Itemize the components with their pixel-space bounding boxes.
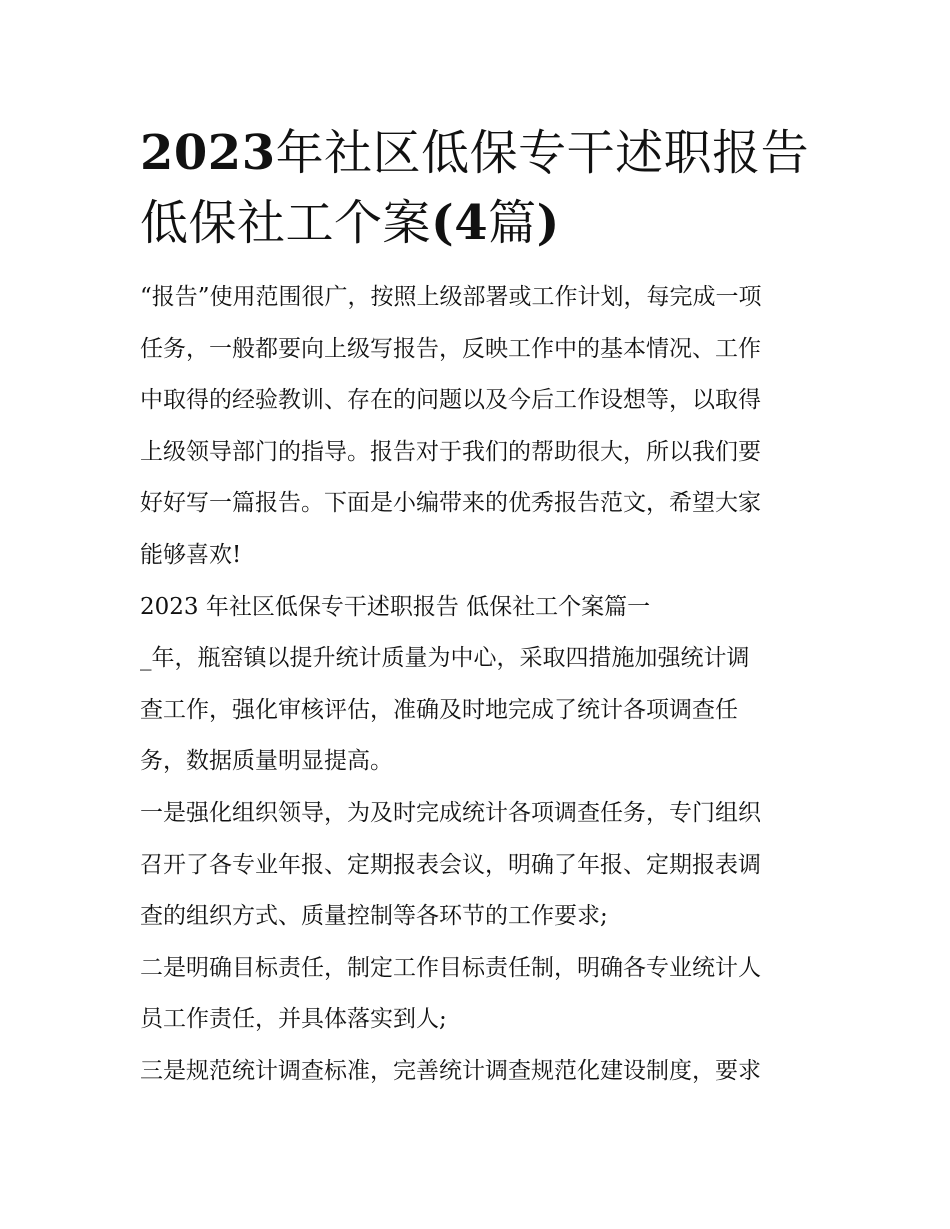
paragraph-2 bbox=[140, 788, 820, 943]
text-line: 二是明确目标责任，制定工作目标责任制，明确各专业统计人 bbox=[140, 954, 761, 981]
text-line: 能够喜欢! bbox=[140, 541, 242, 568]
text-line: “报告”使用范围很广，按照上级部署或工作计划，每完成一项 bbox=[140, 284, 762, 310]
document-title bbox=[140, 118, 820, 258]
paragraph-4 bbox=[140, 1046, 820, 1098]
text-line: _年，瓶窑镇以提升统计质量为中心，采取四措施加强统计调 bbox=[140, 645, 750, 672]
text-line: 查的组织方式、质量控制等各环节的工作要求; bbox=[140, 903, 608, 930]
text-line: 好好写一篇报告。下面是小编带来的优秀报告范文，希望大家 bbox=[140, 490, 761, 517]
text-line: 查工作，强化审核评估，准确及时地完成了统计各项调查任 bbox=[140, 696, 738, 723]
text-line: 召开了各专业年报、定期报表会议，明确了年报、定期报表调 bbox=[140, 851, 761, 878]
title-year: 2023 bbox=[140, 125, 276, 181]
title-count-unit: 篇 bbox=[488, 195, 537, 251]
text-line: 一是强化组织领导，为及时完成统计各项调查任务，专门组织 bbox=[140, 799, 761, 826]
section-heading: 2023 年社区低保专干述职报告 低保社工个案篇一 bbox=[140, 593, 651, 620]
paragraph-1 bbox=[140, 633, 820, 788]
title-line-2-text: 低保社工个案 bbox=[140, 195, 432, 251]
text-line: 任务，一般都要向上级写报告，反映工作中的基本情况、工作 bbox=[140, 335, 761, 362]
document-body bbox=[140, 272, 820, 1098]
title-line-1 bbox=[140, 118, 820, 188]
title-close-paren: ) bbox=[536, 195, 560, 251]
paragraph-3 bbox=[140, 943, 820, 1046]
intro-paragraph bbox=[140, 272, 820, 582]
text-line: 上级领导部门的指导。报告对于我们的帮助很大，所以我们要 bbox=[140, 438, 761, 465]
document-page bbox=[140, 118, 820, 1098]
title-count: (4 bbox=[431, 195, 489, 251]
title-line-2 bbox=[140, 188, 820, 258]
text-line: 员工作责任，并具体落实到人; bbox=[140, 1006, 447, 1033]
title-line-1-text: 年社区低保专干述职报告 bbox=[275, 125, 810, 181]
text-line: 中取得的经验教训、存在的问题以及今后工作设想等，以取得 bbox=[140, 387, 761, 414]
text-line: 务，数据质量明显提高。 bbox=[140, 748, 393, 775]
text-line: 三是规范统计调查标准，完善统计调查规范化建设制度，要求 bbox=[140, 1057, 761, 1084]
